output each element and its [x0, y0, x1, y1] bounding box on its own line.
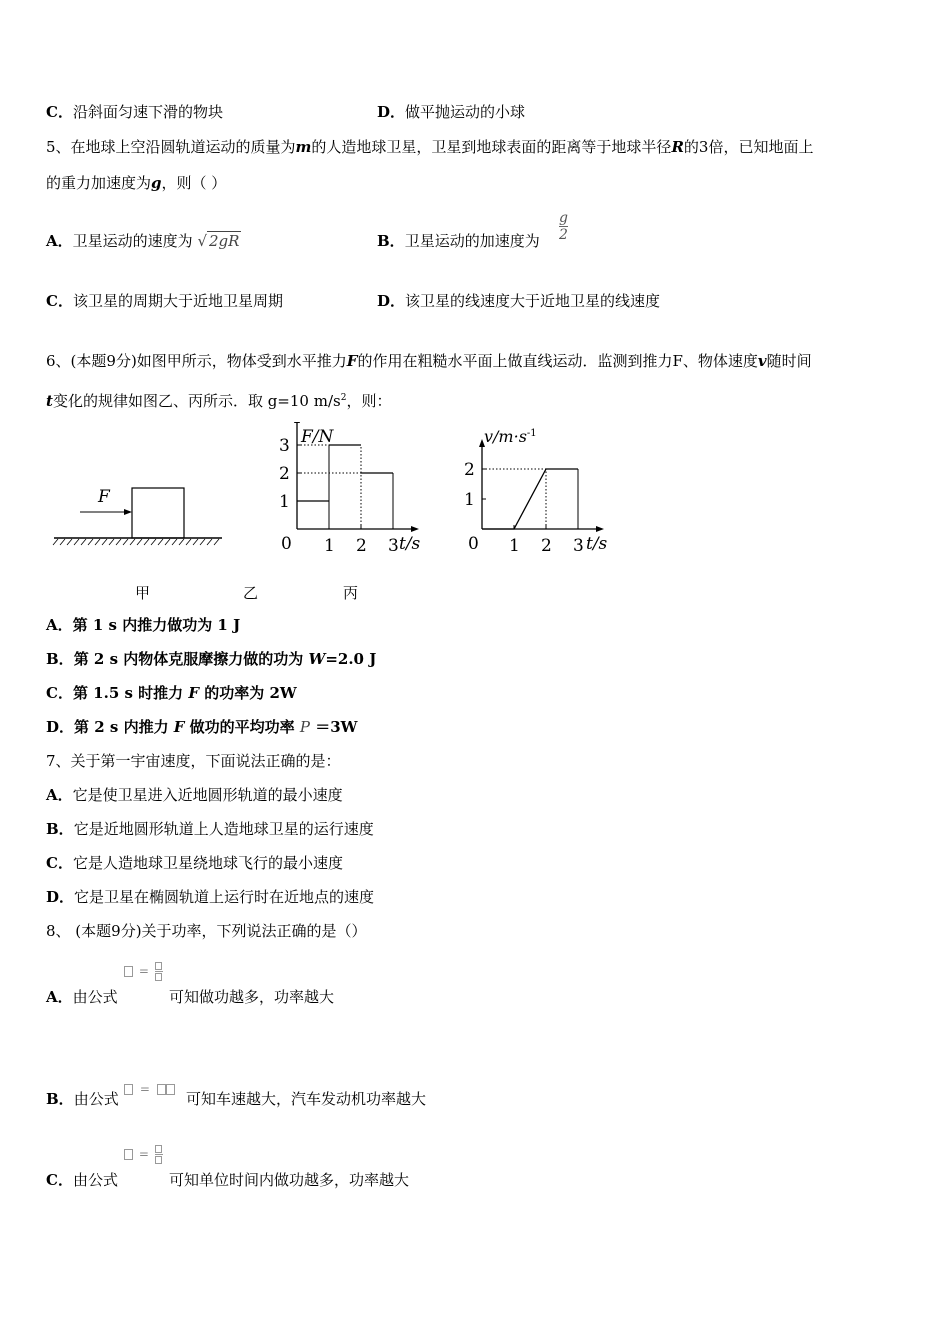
- q7-option-c: [46, 853, 343, 873]
- q4-option-d: [377, 102, 525, 122]
- option-label: A．: [46, 988, 73, 1006]
- missing-glyph-icon: [155, 1156, 162, 1164]
- option-label: A．: [46, 786, 73, 804]
- hatch-mark: [165, 539, 170, 545]
- y-tick-label: 3: [279, 436, 290, 456]
- q5-stem-line1: [46, 137, 813, 157]
- option-label: B．: [46, 820, 74, 838]
- q5-stem-text: 的3倍，已知地面上: [683, 138, 814, 156]
- option-label: B．: [46, 650, 74, 668]
- fraction-g-over-2: [559, 210, 568, 243]
- y-axis-label: $v/m\cdot s^{-1}$: [484, 427, 537, 446]
- q8-option-c-tail: 可知单位时间内做功越多，功率越大: [169, 1171, 410, 1189]
- hatch-mark: [186, 539, 191, 545]
- hatch-mark: [207, 539, 212, 545]
- hatch-mark: [67, 539, 72, 545]
- option-text: 做功的平均功率: [184, 718, 300, 736]
- x-tick-label: 3: [573, 536, 584, 556]
- fraction-denominator: 2: [559, 227, 568, 243]
- hatch-mark: [53, 539, 58, 545]
- x-tick-label: 2: [541, 536, 552, 556]
- x-tick-label: 3: [388, 536, 399, 556]
- q8-option-a-tail: 可知做功越多，功率越大: [169, 988, 335, 1006]
- q6-option-c: [46, 683, 297, 703]
- sqrt-radicand: 2gR: [209, 232, 240, 250]
- hatch-mark: [88, 539, 93, 545]
- velocity-line: [482, 469, 578, 529]
- var-f: F: [188, 684, 200, 702]
- hatch-mark: [179, 539, 184, 545]
- option-label: D．: [46, 888, 75, 906]
- x-axis-label: t/s: [399, 534, 421, 554]
- var-t: t: [46, 392, 53, 410]
- q5-stem-line2: [46, 173, 226, 193]
- option-label: D．: [377, 292, 406, 310]
- equals-sign: =: [139, 1082, 150, 1096]
- fraction: [155, 962, 163, 981]
- ground-hatch: [53, 539, 219, 545]
- option-text: 该卫星的线速度大于近地卫星的线速度: [405, 292, 661, 310]
- option-text: 它是卫星在椭圆轨道上运行时在近地点的速度: [74, 888, 375, 906]
- hatch-mark: [95, 539, 100, 545]
- block: [132, 488, 184, 538]
- fraction-bar: [155, 1154, 163, 1155]
- option-text: 它是近地圆形轨道上人造地球卫星的运行速度: [73, 820, 374, 838]
- x-axis-arrowhead: [596, 526, 604, 532]
- q7-option-d: [46, 887, 374, 907]
- hatch-mark: [200, 539, 205, 545]
- var-g: g: [151, 174, 162, 192]
- arrowhead: [124, 509, 132, 515]
- q7-option-b: [46, 819, 374, 839]
- option-label: C．: [46, 684, 73, 702]
- missing-glyph-icon: [124, 1084, 133, 1095]
- option-label: A．: [46, 616, 73, 634]
- force-label: F: [98, 487, 110, 507]
- hatch-mark: [172, 539, 177, 545]
- y-tick-label: 2: [464, 460, 475, 480]
- q5-option-b: [377, 231, 540, 251]
- var-f: F: [173, 718, 185, 736]
- superscript: 2: [340, 393, 347, 403]
- missing-glyph-icon: [155, 962, 162, 970]
- option-text: 卫星运动的速度为: [72, 232, 193, 250]
- missing-glyph-icon: [124, 1149, 133, 1160]
- hatch-mark: [158, 539, 163, 545]
- formula-p-eq-w-over-t: [124, 1145, 163, 1164]
- hatch-mark: [137, 539, 142, 545]
- hatch-mark: [116, 539, 121, 545]
- y-tick-label: 2: [279, 464, 290, 484]
- option-text: 做平抛运动的小球: [405, 103, 526, 121]
- caption-jia: 甲: [135, 584, 151, 602]
- option-text: 的功率为 2W: [199, 684, 297, 702]
- hatch-mark: [109, 539, 114, 545]
- q5-option-a: [46, 231, 241, 251]
- var-f: F: [346, 352, 358, 370]
- option-label: C．: [46, 292, 73, 310]
- option-label: C．: [46, 854, 73, 872]
- option-text: ＝3W: [310, 718, 358, 736]
- y-axis-label: F/N: [301, 427, 334, 447]
- option-text: 它是使卫星进入近地圆形轨道的最小速度: [72, 786, 343, 804]
- option-label: C．: [46, 103, 73, 121]
- q5-stem-text: 5、在地球上空沿圆轨道运动的质量为: [46, 138, 296, 156]
- fraction-numerator: g: [559, 210, 568, 226]
- option-label: B．: [377, 232, 405, 250]
- option-text: 第 1 s 内推力做功为 1 J: [72, 616, 241, 634]
- x-tick-label: 2: [356, 536, 367, 556]
- q5-stem-text: 的重力加速度为: [46, 174, 152, 192]
- option-text: 卫星运动的加速度为: [404, 232, 540, 250]
- q6-stem-text: 6、(本题9分)如图甲所示，物体受到水平推力: [46, 352, 347, 370]
- q6-option-a: [46, 615, 240, 635]
- caption-bing: 丙: [343, 584, 359, 602]
- formula-p-eq-w-over-t: [124, 962, 163, 981]
- sqrt-formula: √ 2gR: [197, 232, 240, 250]
- q5-stem-text: ，则（ ）: [161, 174, 227, 192]
- chart-bing: [460, 422, 615, 557]
- option-label: D．: [46, 718, 75, 736]
- hatch-mark: [123, 539, 128, 545]
- q4-option-c: [46, 102, 223, 122]
- option-text: 它是人造地球卫星绕地球飞行的最小速度: [72, 854, 343, 872]
- option-label: C．: [46, 1171, 73, 1189]
- hatch-mark: [151, 539, 156, 545]
- hatch-mark: [144, 539, 149, 545]
- option-text: 沿斜面匀速下滑的物块: [72, 103, 223, 121]
- var-r: R: [671, 138, 684, 156]
- hatch-mark: [130, 539, 135, 545]
- q7-option-a: [46, 785, 343, 805]
- option-text: =2.0 J: [325, 650, 377, 668]
- hatch-mark: [214, 539, 219, 545]
- option-text: 由公式: [72, 1171, 118, 1189]
- q6-option-d: [46, 717, 358, 737]
- option-text: 第 1.5 s 时推力: [72, 684, 189, 702]
- x-tick-label: 1: [324, 536, 335, 556]
- chart-yi: [275, 422, 425, 557]
- q5-option-c: [46, 291, 283, 311]
- q6-stem-text: ，则：: [346, 392, 392, 410]
- hatch-mark: [193, 539, 198, 545]
- option-text: 该卫星的周期大于近地卫星周期: [72, 292, 283, 310]
- var-m: m: [295, 138, 312, 156]
- x-axis-arrowhead: [411, 526, 419, 532]
- missing-glyph-icon: [124, 966, 133, 977]
- origin-label: 0: [468, 534, 479, 554]
- var-w: W: [308, 650, 326, 668]
- q6-stem-text: 的作用在粗糙水平面上做直线运动．监测到推力F、物体速度: [357, 352, 758, 370]
- option-label: B．: [46, 1090, 74, 1108]
- equals-sign: =: [138, 1147, 149, 1161]
- var-p: P: [299, 718, 310, 736]
- q8-option-a: [46, 987, 118, 1007]
- x-axis-label: t/s: [586, 534, 608, 554]
- q8-stem: 8、 (本题9分)关于功率，下列说法正确的是（）: [46, 922, 367, 940]
- q8-option-c: [46, 1170, 118, 1190]
- missing-glyph-icon: [155, 1145, 162, 1153]
- origin-label: 0: [281, 534, 292, 554]
- q8-option-b-tail: 可知车速越大，汽车发动机功率越大: [186, 1090, 427, 1108]
- fraction: [155, 1145, 163, 1164]
- formula-p-eq-fv: [124, 1082, 175, 1096]
- q6-option-b: [46, 649, 376, 669]
- option-text: 由公式: [72, 988, 118, 1006]
- q7-stem: 7、关于第一宇宙速度，下面说法正确的是：: [46, 752, 341, 770]
- var-v: v: [757, 352, 767, 370]
- q6-stem-line2: [46, 388, 391, 411]
- option-text: 第 2 s 内物体克服摩擦力做的功为: [73, 650, 309, 668]
- q8-option-b: [46, 1089, 119, 1109]
- missing-glyph-icon: [157, 1084, 166, 1095]
- missing-glyph-icon: [166, 1084, 175, 1095]
- option-label: D．: [377, 103, 406, 121]
- q6-stem-text: 随时间: [766, 352, 812, 370]
- q6-stem-text: 变化的规律如图乙、丙所示．取 g=10 m/s: [52, 392, 341, 410]
- hatch-mark: [74, 539, 79, 545]
- y-tick-label: 1: [464, 490, 475, 510]
- y-tick-label: 1: [279, 492, 290, 512]
- q5-stem-text: 的人造地球卫星，卫星到地球表面的距离等于地球半径: [311, 138, 672, 156]
- equals-sign: =: [138, 964, 149, 978]
- figure-jia: [50, 480, 225, 550]
- option-text: 由公式: [73, 1090, 119, 1108]
- option-text: 第 2 s 内推力: [74, 718, 174, 736]
- missing-glyph-icon: [155, 973, 162, 981]
- fraction-bar: [155, 971, 163, 972]
- option-label: A．: [46, 232, 73, 250]
- caption-yi: 乙: [243, 584, 259, 602]
- hatch-mark: [60, 539, 65, 545]
- q5-option-d: [377, 291, 660, 311]
- hatch-mark: [81, 539, 86, 545]
- hatch-mark: [102, 539, 107, 545]
- q6-stem-line1: [46, 351, 812, 371]
- x-tick-label: 1: [509, 536, 520, 556]
- y-axis-arrowhead: [294, 422, 300, 423]
